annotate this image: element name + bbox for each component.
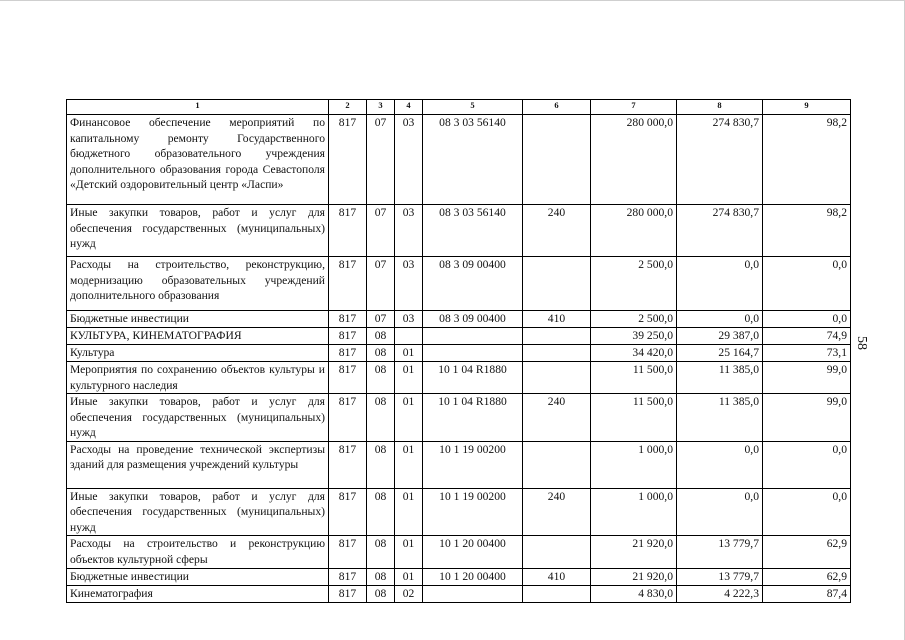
expense-type-code — [523, 362, 591, 394]
execution-percent: 99,0 — [763, 394, 851, 442]
target-article-code: 08 3 03 56140 — [423, 205, 523, 257]
table-row — [67, 311, 851, 328]
table-row — [67, 536, 851, 569]
execution-percent: 0,0 — [763, 311, 851, 328]
planned-amount: 34 420,0 — [591, 345, 677, 362]
actual-amount: 4 222,3 — [677, 586, 763, 603]
planned-amount: 11 500,0 — [591, 394, 677, 442]
actual-amount: 274 830,7 — [677, 205, 763, 257]
target-article-code — [423, 586, 523, 603]
section-code: 08 — [367, 441, 395, 488]
subsection-code: 03 — [395, 257, 423, 311]
expense-type-code: 240 — [523, 394, 591, 442]
actual-amount: 11 385,0 — [677, 394, 763, 442]
expense-type-code: 410 — [523, 311, 591, 328]
budget-table — [66, 99, 851, 603]
table-row — [67, 328, 851, 345]
subsection-code: 03 — [395, 205, 423, 257]
target-article-code — [423, 345, 523, 362]
item-name: Мероприятия по сохранению объектов культуры и культурного наследия — [67, 362, 329, 394]
planned-amount: 11 500,0 — [591, 362, 677, 394]
actual-amount: 13 779,7 — [677, 536, 763, 569]
item-name: Расходы на проведение технической экспертизы зданий для размещения учреждений культуры — [67, 441, 329, 488]
item-name: Кинематография — [67, 586, 329, 603]
table-row — [67, 586, 851, 603]
target-article-code: 08 3 03 56140 — [423, 115, 523, 205]
subsection-code: 01 — [395, 394, 423, 442]
table-row — [67, 205, 851, 257]
expense-type-code: 240 — [523, 488, 591, 536]
item-name: Бюджетные инвестиции — [67, 569, 329, 586]
expense-type-code — [523, 345, 591, 362]
actual-amount: 274 830,7 — [677, 115, 763, 205]
target-article-code: 10 1 04 R1880 — [423, 362, 523, 394]
column-header: 4 — [395, 100, 423, 115]
item-name: Расходы на строительство, реконструкцию, модернизацию образовательных учреждений дополнительного образования — [67, 257, 329, 311]
column-header: 9 — [763, 100, 851, 115]
section-code: 08 — [367, 362, 395, 394]
grbs-code: 817 — [329, 569, 367, 586]
grbs-code: 817 — [329, 311, 367, 328]
planned-amount: 280 000,0 — [591, 205, 677, 257]
subsection-code: 01 — [395, 345, 423, 362]
execution-percent: 98,2 — [763, 205, 851, 257]
grbs-code: 817 — [329, 536, 367, 569]
actual-amount: 13 779,7 — [677, 569, 763, 586]
column-header: 7 — [591, 100, 677, 115]
item-name: Бюджетные инвестиции — [67, 311, 329, 328]
execution-percent: 0,0 — [763, 257, 851, 311]
expense-type-code: 240 — [523, 205, 591, 257]
section-code: 08 — [367, 394, 395, 442]
item-name: Культура — [67, 345, 329, 362]
planned-amount: 21 920,0 — [591, 536, 677, 569]
execution-percent: 74,9 — [763, 328, 851, 345]
section-code: 08 — [367, 345, 395, 362]
section-code: 07 — [367, 205, 395, 257]
item-name: Иные закупки товаров, работ и услуг для обеспечения государственных (муниципальных) нужд — [67, 205, 329, 257]
table-row — [67, 115, 851, 205]
table-row — [67, 441, 851, 488]
subsection-code: 01 — [395, 441, 423, 488]
section-code: 07 — [367, 311, 395, 328]
column-header: 6 — [523, 100, 591, 115]
section-code: 08 — [367, 488, 395, 536]
column-header: 8 — [677, 100, 763, 115]
item-name: Финансовое обеспечение мероприятий по капитальному ремонту Государственного бюджетного образовательного учреждения дополнительного образования города Севастополя «Детский оздоровительный центр «Ласпи» — [67, 115, 329, 205]
column-header: 2 — [329, 100, 367, 115]
item-name: Расходы на строительство и реконструкцию объектов культурной сферы — [67, 536, 329, 569]
actual-amount: 0,0 — [677, 257, 763, 311]
column-header: 3 — [367, 100, 395, 115]
item-name: Иные закупки товаров, работ и услуг для обеспечения государственных (муниципальных) нужд — [67, 488, 329, 536]
section-code: 07 — [367, 115, 395, 205]
actual-amount: 29 387,0 — [677, 328, 763, 345]
column-header: 1 — [67, 100, 329, 115]
actual-amount: 25 164,7 — [677, 345, 763, 362]
expense-type-code — [523, 328, 591, 345]
subsection-code: 01 — [395, 569, 423, 586]
execution-percent: 0,0 — [763, 488, 851, 536]
execution-percent: 99,0 — [763, 362, 851, 394]
expense-type-code — [523, 586, 591, 603]
target-article-code: 10 1 04 R1880 — [423, 394, 523, 442]
grbs-code: 817 — [329, 345, 367, 362]
table-row — [67, 345, 851, 362]
grbs-code: 817 — [329, 362, 367, 394]
execution-percent: 98,2 — [763, 115, 851, 205]
grbs-code: 817 — [329, 441, 367, 488]
expense-type-code — [523, 115, 591, 205]
expense-type-code — [523, 257, 591, 311]
target-article-code: 08 3 09 00400 — [423, 311, 523, 328]
grbs-code: 817 — [329, 394, 367, 442]
planned-amount: 39 250,0 — [591, 328, 677, 345]
target-article-code: 10 1 20 00400 — [423, 536, 523, 569]
table-row — [67, 488, 851, 536]
expense-type-code — [523, 536, 591, 569]
actual-amount: 0,0 — [677, 311, 763, 328]
planned-amount: 4 830,0 — [591, 586, 677, 603]
target-article-code: 08 3 09 00400 — [423, 257, 523, 311]
execution-percent: 62,9 — [763, 569, 851, 586]
grbs-code: 817 — [329, 488, 367, 536]
page-edge — [0, 0, 905, 1]
item-name: КУЛЬТУРА, КИНЕМАТОГРАФИЯ — [67, 328, 329, 345]
target-article-code — [423, 328, 523, 345]
grbs-code: 817 — [329, 328, 367, 345]
execution-percent: 87,4 — [763, 586, 851, 603]
section-code: 08 — [367, 586, 395, 603]
item-name: Иные закупки товаров, работ и услуг для обеспечения государственных (муниципальных) нужд — [67, 394, 329, 442]
page-number: 58 — [854, 336, 869, 350]
section-code: 07 — [367, 257, 395, 311]
actual-amount: 0,0 — [677, 441, 763, 488]
target-article-code: 10 1 19 00200 — [423, 488, 523, 536]
actual-amount: 11 385,0 — [677, 362, 763, 394]
expense-type-code — [523, 441, 591, 488]
execution-percent: 73,1 — [763, 345, 851, 362]
planned-amount: 2 500,0 — [591, 311, 677, 328]
section-code: 08 — [367, 569, 395, 586]
grbs-code: 817 — [329, 586, 367, 603]
actual-amount: 0,0 — [677, 488, 763, 536]
execution-percent: 0,0 — [763, 441, 851, 488]
target-article-code: 10 1 20 00400 — [423, 569, 523, 586]
grbs-code: 817 — [329, 257, 367, 311]
expense-type-code: 410 — [523, 569, 591, 586]
planned-amount: 21 920,0 — [591, 569, 677, 586]
planned-amount: 1 000,0 — [591, 441, 677, 488]
header-row — [67, 100, 851, 115]
planned-amount: 1 000,0 — [591, 488, 677, 536]
table-row — [67, 569, 851, 586]
subsection-code: 01 — [395, 362, 423, 394]
subsection-code — [395, 328, 423, 345]
subsection-code: 03 — [395, 115, 423, 205]
grbs-code: 817 — [329, 115, 367, 205]
planned-amount: 2 500,0 — [591, 257, 677, 311]
execution-percent: 62,9 — [763, 536, 851, 569]
section-code: 08 — [367, 536, 395, 569]
column-header: 5 — [423, 100, 523, 115]
table-row — [67, 394, 851, 442]
subsection-code: 01 — [395, 488, 423, 536]
target-article-code: 10 1 19 00200 — [423, 441, 523, 488]
section-code: 08 — [367, 328, 395, 345]
subsection-code: 03 — [395, 311, 423, 328]
subsection-code: 01 — [395, 536, 423, 569]
table-row — [67, 257, 851, 311]
table-row — [67, 362, 851, 394]
subsection-code: 02 — [395, 586, 423, 603]
planned-amount: 280 000,0 — [591, 115, 677, 205]
grbs-code: 817 — [329, 205, 367, 257]
